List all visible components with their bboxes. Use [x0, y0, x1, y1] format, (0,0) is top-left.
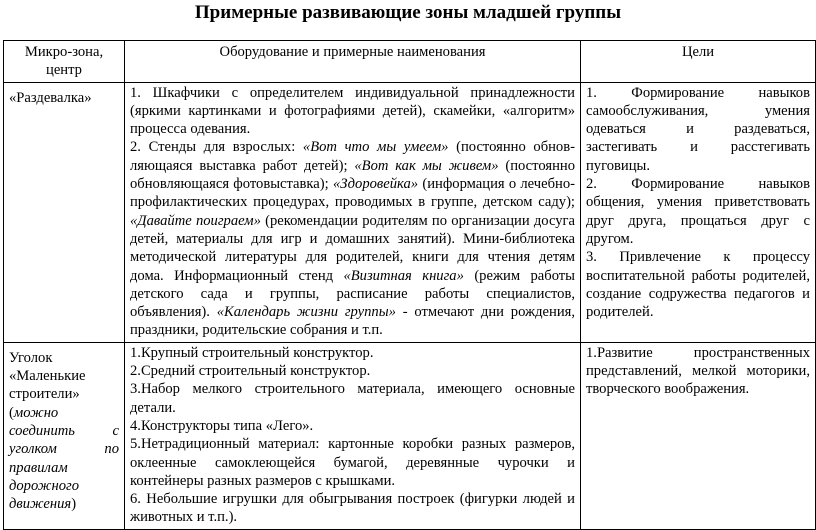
equipment-item: 4.Конструкторы типа «Лего». [130, 417, 314, 434]
equipment-cell [125, 82, 581, 342]
stand-name: «Визитная книга» [343, 267, 464, 284]
text-run: ) [71, 496, 77, 513]
zone-name: Уголок «Маленькие строители» [9, 349, 86, 403]
stand-name: «Календарь жизни группы» [216, 304, 396, 321]
text-run: (информация о лечебно-профилактических процедурах, проводимых в группе, детском саду); [130, 176, 575, 211]
equipment-item: 1. Шкафчики с определителем индивидуальной принадлежности (яркими картинками и фотографиями детей), скамейки, «алгоритм» процесса одевания. [130, 84, 575, 138]
table-row [4, 82, 816, 342]
equipment-cell [125, 342, 581, 529]
text-run: (режим работы детского сада и группы, расписание работы специалистов, объявления). [130, 267, 575, 321]
equipment-item: 2.Средний строительный конструктор. [130, 363, 371, 380]
goal-item: 1. Формирование навыков самообслуживания, умения одеваться и раздеваться, застегивать и расстегивать пуговицы. [586, 84, 810, 174]
text-run: - отмечают дни рождения, праздники, родительские собрания и т.п. [130, 304, 575, 339]
stand-name: «Здоровейка» [332, 176, 419, 193]
goals-cell [581, 342, 816, 529]
table-row [4, 342, 816, 529]
equipment-item [130, 138, 575, 339]
goal-item: 2. Формирование навыков общения, умения приветствовать друг друга, прощаться друг с другом. [586, 176, 810, 247]
stand-name: «Давайте поиграем» [130, 212, 261, 229]
header-equipment: Оборудование и примерные наименования [125, 41, 581, 83]
text-run: (рекомендации родителям по организации досуга детей, материалы для игр и домашних занятий). Мини-библиотека методической литературы для родителей, книги для чтения детям дома. Информационный стенд [130, 212, 575, 284]
equipment-item: 5.Нетрадиционный материал: картонные коробки разных размеров, оклеенные самоклеющейся бумагой, деревянные чурочки и контейнеры разных размеров с крышками. [130, 436, 575, 489]
zone-cell [4, 342, 125, 529]
goals-cell [581, 82, 816, 342]
text-run: (постоянно обнов-ляющаяся выставка работ детей); [130, 139, 575, 174]
zone-cell [4, 82, 125, 342]
stand-name: «Вот как мы живем» [354, 157, 499, 174]
goal-item: 1.Развитие пространственных представлений, мелкой моторики, творческого воображения. [586, 344, 810, 398]
text-run: 2. Стенды для взрослых: [130, 139, 303, 156]
text-run: ( [9, 404, 14, 421]
table-header-row [4, 41, 816, 83]
goal-item: 3. Привлечение к процессу воспитательной работы родителей, создание содружества педагогов и родителей. [586, 249, 810, 321]
stand-name: «Вот что мы умеем» [302, 139, 449, 156]
equipment-item: 1.Крупный строительный конструктор. [130, 344, 374, 361]
page-title: Примерные развивающие зоны младшей группы [194, 2, 622, 23]
text-run: (постоянно обновляющаяся фотовыставка); [130, 157, 575, 193]
zones-table [3, 40, 816, 530]
zone-note: можно соединить с уголком по правилам дорожного движения [9, 404, 119, 513]
equipment-item: 6. Небольшие игрушки для обыгрывания построек (фигурки людей и животных и т.п.). [130, 491, 575, 526]
equipment-item: 3.Набор мелкого строительного материала, имеющего основные детали. [130, 381, 575, 416]
header-goals: Цели [581, 41, 816, 83]
header-zone: Микро-зона, центр [4, 41, 125, 83]
zone-name: «Раздевалка» [9, 89, 92, 106]
